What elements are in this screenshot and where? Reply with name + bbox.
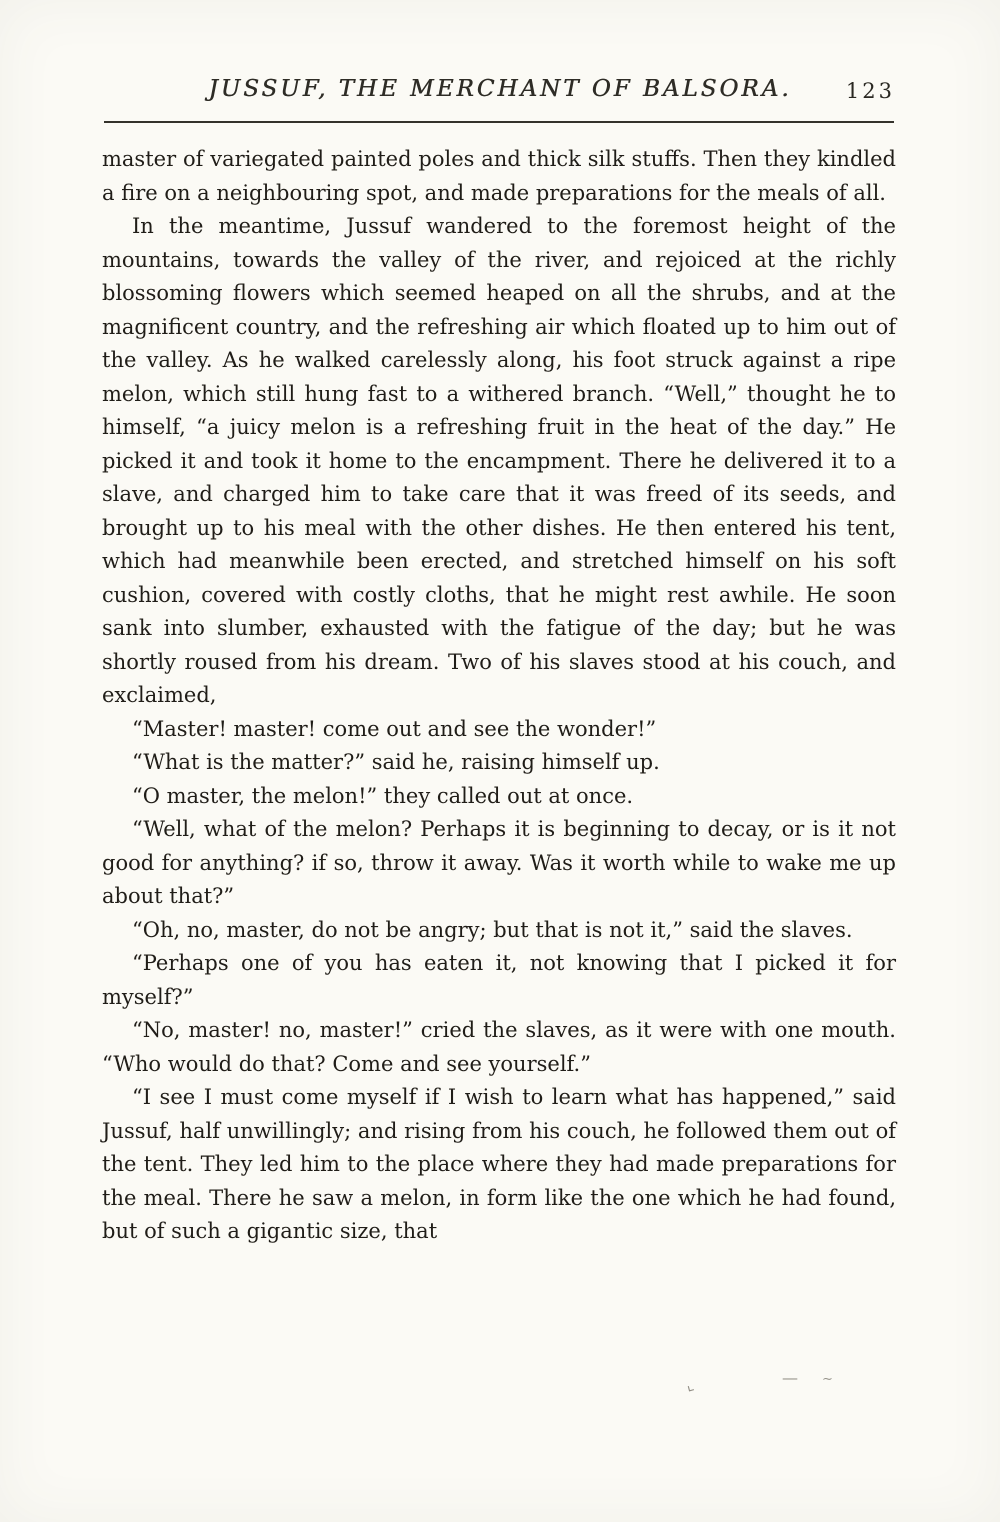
paragraph: In the meantime, Jussuf wandered to the foremost height of the mountains, towards the valley of the river, and rejoiced at the richly blossoming flowers which seemed heaped on all the shrubs, and at the magnificent country, and the refreshing air which floated up to him out of the valley. As he walked carelessly along, his foot struck against a ripe melon, which still hung fast to a withered branch. “Well,” thought he to himself, “a juicy melon is a refreshing fruit in the heat of the day.” He picked it and took it home to the encampment. There he delivered it to a slave, and charged him to take care that it was freed of its seeds, and brought up to his meal with the other dishes. He then entered his tent, which had meanwhile been erected, and stretched himself on his soft cushion, covered with costly cloths, that he might rest awhile. He soon sank into slumber, exhausted with the fatigue of the day; but he was shortly roused from his dream. Two of his slaves stood at his couch, and exclaimed, <box>102 214 896 707</box>
header-rule <box>104 121 894 123</box>
page-header <box>103 76 897 114</box>
page-body <box>102 143 896 1249</box>
running-title: JUSSUF, THE MERCHANT OF BALSORA. <box>208 76 792 102</box>
paragraph: “What is the matter?” said he, raising himself up. <box>132 750 660 774</box>
paragraph: “Master! master! come out and see the wonder!” <box>132 716 657 741</box>
paragraph: “O master, the melon!” they called out at once. <box>132 783 634 808</box>
paragraph: “I see I must come myself if I wish to learn what has happened,” said Jussuf, half unwillingly; and rising from his couch, he followed them out of the tent. They led him to the place where they had made preparations for the meal. There he saw a melon, in form like the one which he had found, but of such a gigantic size, that <box>102 1085 896 1243</box>
page-number: 123 <box>845 79 895 103</box>
paragraph: master of variegated painted poles and thick silk stuffs. Then they kindled a fire on a neighbouring spot, and made preparations for the meals of all. <box>102 147 896 205</box>
scan-artifact: ⌞ <box>683 1374 696 1395</box>
scan-artifact: — <box>782 1368 798 1387</box>
paragraph: “Oh, no, master, do not be angry; but that is not it,” said the slaves. <box>132 917 853 942</box>
paragraph: “Perhaps one of you has eaten it, not knowing that I picked it for myself?” <box>102 951 896 1009</box>
scan-artifact: ∼ <box>822 1372 833 1387</box>
paragraph: “No, master! no, master!” cried the slaves, as it were with one mouth. “Who would do that? Come and see yourself.” <box>102 1018 896 1076</box>
paragraph: “Well, what of the melon? Perhaps it is beginning to decay, or is it not good for anything? if so, throw it away. Was it worth while to wake me up about that?” <box>102 817 896 908</box>
